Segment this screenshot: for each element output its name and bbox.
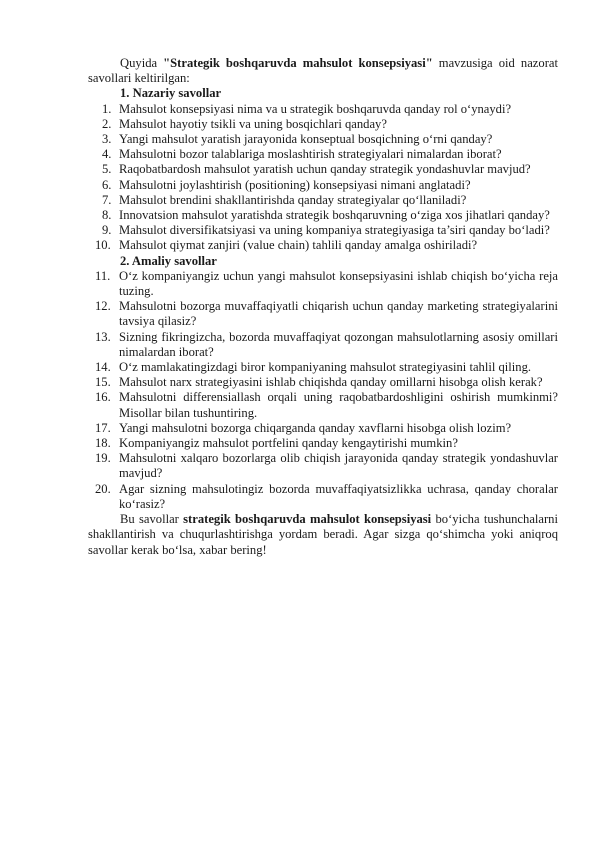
question-item <box>88 117 558 132</box>
question-item <box>88 208 558 223</box>
question-number: 17. <box>95 420 111 435</box>
question-text: Yangi mahsulotni bozorga chiqarganda qanday xavflarni hisobga olish lozim? <box>119 420 512 435</box>
question-list <box>88 269 558 512</box>
question-text: Mahsulot konsepsiyasi nima va u strategik boshqaruvda qanday rol o‘ynaydi? <box>119 101 512 116</box>
section-heading: 1. Nazariy savollar <box>120 86 222 101</box>
question-number: 16. <box>95 390 111 405</box>
question-number: 20. <box>95 481 111 496</box>
question-text: Mahsulot brendini shakllantirishda qanday strategiyalar qo‘llaniladi? <box>119 192 467 207</box>
question-number: 10. <box>95 238 111 253</box>
question-text: Mahsulot hayotiy tsikli va uning bosqichlari qanday? <box>119 116 387 131</box>
question-item <box>88 238 558 253</box>
question-text: Mahsulotni bozor talablariga moslashtirish strategiyalari nimalardan iborat? <box>119 147 502 162</box>
question-text: Mahsulotni joylashtirish (positioning) konsepsiyasi nimani anglatadi? <box>119 177 471 192</box>
question-item <box>88 436 558 451</box>
question-text: Innovatsion mahsulot yaratishda strategik boshqaruvning o‘ziga xos jihatlari qanday? <box>119 208 550 223</box>
question-item <box>88 193 558 208</box>
question-text: Agar sizning mahsulotingiz bozorda muvaffaqiyatsizlikka uchrasa, qanday choralar ko‘rasiz? <box>119 481 558 511</box>
question-item <box>88 451 558 481</box>
question-item <box>88 269 558 299</box>
question-number: 5. <box>102 162 112 177</box>
question-item <box>88 375 558 390</box>
question-number: 18. <box>95 436 111 451</box>
question-number: 8. <box>102 208 112 223</box>
question-number: 7. <box>102 192 112 207</box>
question-text: Yangi mahsulot yaratish jarayonida konseptual bosqichning o‘rni qanday? <box>119 132 493 147</box>
intro-topic-title: "Strategik boshqaruvda mahsulot konsepsiyasi" <box>163 56 433 70</box>
question-number: 12. <box>95 299 111 314</box>
question-text: Mahsulotni bozorga muvaffaqiyatli chiqarish uchun qanday marketing strategiyalarini tavsiya qilasiz? <box>119 299 558 329</box>
question-item <box>88 178 558 193</box>
question-text: Mahsulot qiymat zanjiri (value chain) tahlili qanday amalga oshiriladi? <box>119 238 478 253</box>
question-number: 13. <box>95 329 111 344</box>
outro-text-end: bo‘yicha tushunchalarni shakllantirish va chuqurlashtirishga yordam beradi. Agar sizga qo‘shimcha yoki aniqroq savollar kerak bo‘lsa, xabar bering! <box>88 512 558 557</box>
question-item <box>88 330 558 360</box>
question-item <box>88 223 558 238</box>
question-number: 15. <box>95 375 111 390</box>
outro-text-start: Bu savollar <box>120 512 184 527</box>
intro-text-start: Quyida <box>120 56 164 70</box>
question-item <box>88 482 558 512</box>
question-list <box>88 102 558 254</box>
question-item <box>88 360 558 375</box>
question-text: Mahsulot narx strategiyasini ishlab chiqishda qanday omillarni hisobga olish kerak? <box>119 375 543 390</box>
question-item <box>88 162 558 177</box>
question-number: 1. <box>102 101 112 116</box>
question-number: 9. <box>102 223 112 238</box>
question-text: O‘z mamlakatingizdagi biror kompaniyaning mahsulot strategiyasini tahlil qiling. <box>119 360 532 375</box>
question-number: 19. <box>95 451 111 466</box>
question-number: 4. <box>102 147 112 162</box>
question-item <box>88 421 558 436</box>
question-number: 11. <box>95 268 111 283</box>
question-text: Mahsulotni xalqaro bozorlarga olib chiqish jarayonida qanday strategik yondashuvlar mavjud? <box>119 451 558 481</box>
question-text: Sizning fikringizcha, bozorda muvaffaqiyat qozongan mahsulotlarning asosiy omillari nimalardan iborat? <box>119 329 558 359</box>
question-text: Kompaniyangiz mahsulot portfelini qanday kengaytirishi mumkin? <box>119 436 458 451</box>
question-text: Raqobatbardosh mahsulot yaratish uchun qanday strategik yondashuvlar mavjud? <box>119 162 531 177</box>
question-item <box>88 147 558 162</box>
question-text: O‘z kompaniyangiz uchun yangi mahsulot konsepsiyasini ishlab chiqish bo‘yicha reja tuzing. <box>119 268 558 299</box>
question-item <box>88 132 558 147</box>
intro-text-end: mavzusiga oid nazorat savollari keltirilgan: <box>88 56 558 86</box>
question-sections <box>88 86 558 512</box>
question-number: 3. <box>102 132 112 147</box>
question-number: 2. <box>102 116 112 131</box>
question-item <box>88 299 558 329</box>
question-item <box>88 390 558 420</box>
document-page <box>88 56 558 558</box>
section-heading: 2. Amaliy savollar <box>120 253 217 268</box>
question-text: Mahsulot diversifikatsiyasi va uning kompaniya strategiyasiga ta’siri qanday bo‘ladi? <box>119 223 550 238</box>
outro-paragraph <box>88 512 558 558</box>
question-text: Mahsulotni differensiallash orqali uning raqobatbardoshligini oshirish mumkinmi? Misollar bilan tushuntiring. <box>119 390 558 420</box>
question-number: 14. <box>95 360 111 375</box>
question-item <box>88 102 558 117</box>
outro-topic: strategik boshqaruvda mahsulot konsepsiyasi <box>183 512 432 527</box>
intro-paragraph <box>88 56 558 86</box>
question-number: 6. <box>102 177 112 192</box>
